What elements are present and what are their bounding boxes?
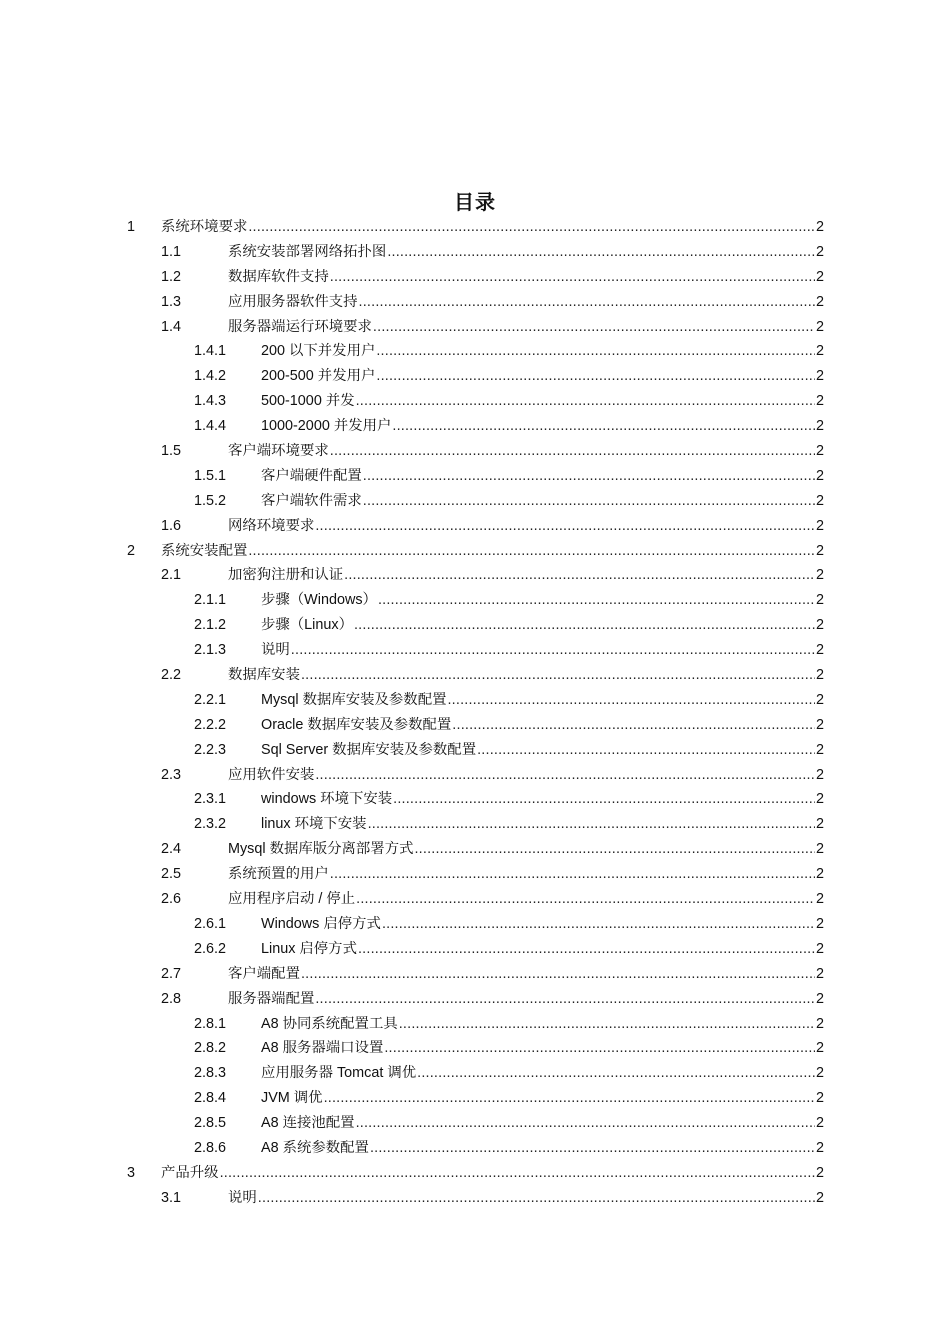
toc-entry[interactable] bbox=[127, 588, 824, 613]
toc-entry-page-number: 2 bbox=[815, 841, 824, 858]
toc-entry-title: A8 系统参数配置 bbox=[261, 1139, 369, 1156]
toc-entry-page-number: 2 bbox=[815, 219, 824, 235]
toc-entry-page-number: 2 bbox=[815, 617, 824, 634]
toc-entry-line bbox=[261, 1061, 824, 1086]
toc-entry[interactable] bbox=[127, 290, 824, 315]
dot-leader bbox=[356, 1111, 815, 1136]
toc-entry-title: 200 以下并发用户 bbox=[261, 343, 376, 360]
toc-entry-title: windows 环境下安装 bbox=[261, 791, 393, 808]
toc-entry[interactable] bbox=[127, 339, 824, 364]
toc-entry-line bbox=[228, 563, 824, 588]
dot-leader bbox=[354, 613, 815, 638]
toc-entry[interactable] bbox=[127, 613, 824, 638]
dot-leader bbox=[363, 489, 815, 514]
toc-entry-page-number: 2 bbox=[815, 667, 824, 684]
toc-entry-title: 服务器端配置 bbox=[228, 990, 315, 1007]
toc-entry-title: 客户端软件需求 bbox=[261, 492, 362, 509]
toc-entry-line bbox=[261, 638, 824, 663]
toc-entry-line bbox=[261, 613, 824, 638]
toc-entry-line bbox=[228, 315, 824, 340]
toc-entry-line bbox=[161, 1161, 824, 1186]
dot-leader bbox=[315, 987, 815, 1012]
toc-entry-number: 2.2.3 bbox=[194, 741, 227, 758]
toc-entry-line bbox=[261, 588, 824, 613]
toc-entry-title: Sql Server 数据库安装及参数配置 bbox=[261, 741, 477, 758]
dot-leader bbox=[315, 514, 815, 539]
toc-entry-title: A8 服务器端口设置 bbox=[261, 1040, 384, 1057]
toc-entry[interactable] bbox=[127, 1161, 824, 1186]
toc-entry-line bbox=[228, 240, 824, 265]
dot-leader bbox=[220, 1161, 815, 1186]
toc-entry-title: 应用软件安装 bbox=[228, 766, 315, 783]
toc-entry-title: 应用程序启动 / 停止 bbox=[228, 891, 356, 908]
toc-entry-page-number: 2 bbox=[815, 343, 824, 360]
toc-entry-title: 数据库安装 bbox=[228, 667, 300, 684]
toc-entry-line bbox=[228, 987, 824, 1012]
toc-entry-page-number: 2 bbox=[815, 741, 824, 758]
toc-entry[interactable] bbox=[127, 315, 824, 340]
toc-entry-title: 系统环境要求 bbox=[161, 219, 248, 235]
toc-entry-number: 1.6 bbox=[161, 517, 182, 534]
toc-entry-title: 系统安装配置 bbox=[161, 542, 248, 559]
dot-leader bbox=[344, 563, 815, 588]
toc-entry-number: 2.4 bbox=[161, 841, 182, 858]
toc-entry-line bbox=[228, 763, 824, 788]
toc-entry-page-number: 2 bbox=[815, 915, 824, 932]
toc-entry-title: 说明 bbox=[228, 1189, 257, 1206]
dot-leader bbox=[477, 738, 815, 763]
dot-leader bbox=[447, 688, 815, 713]
toc-entry-page-number: 2 bbox=[815, 990, 824, 1007]
toc-entry-line bbox=[261, 1036, 824, 1061]
toc-entry-line bbox=[228, 265, 824, 290]
toc-entry-title: JVM 调优 bbox=[261, 1090, 323, 1107]
toc-entry[interactable] bbox=[127, 937, 824, 962]
toc-entry-number: 2.8.1 bbox=[194, 1015, 227, 1032]
toc-entry[interactable] bbox=[127, 364, 824, 389]
toc-entry-line bbox=[261, 1111, 824, 1136]
dot-leader bbox=[330, 439, 815, 464]
toc-entry-number: 2.1.3 bbox=[194, 642, 227, 659]
toc-entry[interactable] bbox=[127, 1036, 824, 1061]
toc-entry-number: 2.3.1 bbox=[194, 791, 227, 808]
toc-entry-number: 1.5.2 bbox=[194, 492, 227, 509]
toc-entry-page-number: 2 bbox=[815, 1040, 824, 1057]
dot-leader bbox=[301, 962, 815, 987]
dot-leader bbox=[324, 1086, 815, 1111]
toc-entry-page-number: 2 bbox=[815, 816, 824, 833]
toc-entry-title: 1000-2000 并发用户 bbox=[261, 418, 392, 435]
toc-entry-page-number: 2 bbox=[815, 791, 824, 808]
toc-entry-line bbox=[261, 787, 824, 812]
toc-entry-title: 200-500 并发用户 bbox=[261, 368, 376, 385]
toc-entry-page-number: 2 bbox=[815, 691, 824, 708]
toc-entry-title: 步骤（Windows） bbox=[261, 592, 377, 609]
toc-entry-number: 2.2.1 bbox=[194, 691, 227, 708]
toc-entry[interactable] bbox=[127, 439, 824, 464]
toc-entry-page-number: 2 bbox=[815, 1115, 824, 1132]
toc-entry-line bbox=[261, 489, 824, 514]
toc-entry-line bbox=[261, 688, 824, 713]
dot-leader bbox=[387, 240, 815, 265]
toc-entry-page-number: 2 bbox=[815, 293, 824, 310]
dot-leader bbox=[399, 1012, 815, 1037]
toc-entry-line bbox=[261, 738, 824, 763]
toc-entry-line bbox=[228, 290, 824, 315]
toc-entry-page-number: 2 bbox=[815, 268, 824, 285]
toc-entry-title: 步骤（Linux） bbox=[261, 617, 353, 634]
toc-entry-number: 2.8.3 bbox=[194, 1065, 227, 1082]
toc-entry-page-number: 2 bbox=[815, 891, 824, 908]
dot-leader bbox=[393, 787, 815, 812]
toc-entry-number: 2.8.2 bbox=[194, 1040, 227, 1057]
toc-entry[interactable] bbox=[127, 265, 824, 290]
toc-entry-number: 1.5.1 bbox=[194, 467, 227, 484]
toc-entry-title: Mysql 数据库安装及参数配置 bbox=[261, 691, 447, 708]
toc-entry[interactable] bbox=[127, 812, 824, 837]
toc-entry-line bbox=[261, 389, 824, 414]
toc-entry[interactable] bbox=[127, 763, 824, 788]
toc-entry[interactable] bbox=[127, 414, 824, 439]
toc-entry-title: linux 环境下安装 bbox=[261, 816, 367, 833]
toc-entry-line bbox=[228, 439, 824, 464]
toc-entry-page-number: 2 bbox=[815, 716, 824, 733]
toc-entry[interactable] bbox=[127, 464, 824, 489]
toc-entry-page-number: 2 bbox=[815, 1015, 824, 1032]
toc-entry-page-number: 2 bbox=[815, 866, 824, 883]
toc-entry-line bbox=[261, 812, 824, 837]
toc-entry-number: 2.8.5 bbox=[194, 1115, 227, 1132]
dot-leader bbox=[384, 1036, 815, 1061]
toc-entry-number: 2.6.1 bbox=[194, 915, 227, 932]
dot-leader bbox=[414, 837, 815, 862]
toc-entry-page-number: 2 bbox=[815, 517, 824, 534]
toc-entry-number: 1 bbox=[127, 219, 136, 235]
toc-entry-number: 2.1.2 bbox=[194, 617, 227, 634]
toc-entry-number: 2.3 bbox=[161, 766, 182, 783]
toc-entry-line bbox=[228, 1186, 824, 1211]
toc-entry-line bbox=[228, 663, 824, 688]
toc-entry-title: 客户端配置 bbox=[228, 965, 300, 982]
toc-entry-page-number: 2 bbox=[815, 1139, 824, 1156]
toc-entry-page-number: 2 bbox=[815, 965, 824, 982]
table-of-contents bbox=[127, 215, 824, 1211]
toc-entry-number: 2.2.2 bbox=[194, 716, 227, 733]
toc-entry-title: 产品升级 bbox=[161, 1164, 219, 1181]
dot-leader bbox=[368, 812, 815, 837]
dot-leader bbox=[356, 887, 815, 912]
toc-entry[interactable] bbox=[127, 962, 824, 987]
toc-entry-number: 1.4.1 bbox=[194, 343, 227, 360]
toc-entry-number: 1.3 bbox=[161, 293, 182, 310]
toc-entry-page-number: 2 bbox=[815, 418, 824, 435]
toc-entry-page-number: 2 bbox=[815, 443, 824, 460]
toc-entry[interactable] bbox=[127, 713, 824, 738]
toc-entry-title: 服务器端运行环境要求 bbox=[228, 318, 372, 335]
toc-title: 目录 bbox=[454, 192, 496, 214]
toc-entry-title: 系统预置的用户 bbox=[228, 866, 329, 883]
toc-entry-line bbox=[261, 1012, 824, 1037]
toc-entry-line bbox=[261, 1136, 824, 1161]
dot-leader bbox=[370, 1136, 815, 1161]
toc-entry-title: A8 连接池配置 bbox=[261, 1115, 355, 1132]
toc-entry-line bbox=[261, 364, 824, 389]
toc-entry-title: Mysql 数据库版分离部署方式 bbox=[228, 841, 414, 858]
dot-leader bbox=[382, 912, 815, 937]
toc-entry-line bbox=[261, 937, 824, 962]
toc-entry-number: 2.8.4 bbox=[194, 1090, 227, 1107]
toc-entry-title: Windows 启停方式 bbox=[261, 915, 381, 932]
toc-entry-line bbox=[261, 1086, 824, 1111]
toc-entry[interactable] bbox=[127, 987, 824, 1012]
toc-entry-number: 3 bbox=[127, 1164, 136, 1181]
toc-entry-line bbox=[261, 464, 824, 489]
toc-entry-number: 1.5 bbox=[161, 443, 182, 460]
toc-entry[interactable] bbox=[127, 563, 824, 588]
dot-leader bbox=[258, 1186, 815, 1211]
toc-entry-line bbox=[228, 862, 824, 887]
toc-entry-title: 系统安装部署网络拓扑图 bbox=[228, 243, 387, 260]
toc-entry-title: 客户端硬件配置 bbox=[261, 467, 362, 484]
toc-entry[interactable] bbox=[127, 1086, 824, 1111]
dot-leader bbox=[359, 290, 815, 315]
toc-entry[interactable] bbox=[127, 912, 824, 937]
dot-leader bbox=[248, 215, 815, 240]
toc-entry[interactable] bbox=[127, 1012, 824, 1037]
toc-entry-page-number: 2 bbox=[815, 642, 824, 659]
toc-entry-title: 说明 bbox=[261, 642, 290, 659]
toc-entry[interactable] bbox=[127, 1061, 824, 1086]
toc-entry-number: 1.2 bbox=[161, 268, 182, 285]
toc-entry-page-number: 2 bbox=[815, 243, 824, 260]
toc-entry-number: 1.4.2 bbox=[194, 368, 227, 385]
toc-entry-title: 数据库软件支持 bbox=[228, 268, 329, 285]
toc-entry-number: 1.4.4 bbox=[194, 418, 227, 435]
toc-entry-title: 网络环境要求 bbox=[228, 517, 315, 534]
toc-entry-line bbox=[228, 887, 824, 912]
toc-entry[interactable] bbox=[127, 389, 824, 414]
toc-entry[interactable] bbox=[127, 787, 824, 812]
toc-entry-number: 2.8.6 bbox=[194, 1139, 227, 1156]
toc-entry-number: 2.5 bbox=[161, 866, 182, 883]
dot-leader bbox=[417, 1061, 815, 1086]
toc-entry[interactable] bbox=[127, 1136, 824, 1161]
toc-entry[interactable] bbox=[127, 663, 824, 688]
toc-entry[interactable] bbox=[127, 539, 824, 564]
toc-entry[interactable] bbox=[127, 638, 824, 663]
toc-entry[interactable] bbox=[127, 489, 824, 514]
toc-entry-page-number: 2 bbox=[815, 542, 824, 559]
toc-entry-page-number: 2 bbox=[815, 1189, 824, 1206]
toc-entry-number: 3.1 bbox=[161, 1189, 182, 1206]
toc-entry-title: 加密狗注册和认证 bbox=[228, 567, 344, 584]
toc-entry-line bbox=[261, 339, 824, 364]
toc-entry-page-number: 2 bbox=[815, 766, 824, 783]
toc-entry-line bbox=[161, 215, 824, 240]
toc-entry-page-number: 2 bbox=[815, 467, 824, 484]
dot-leader bbox=[358, 937, 815, 962]
toc-entry-page-number: 2 bbox=[815, 393, 824, 410]
toc-entry-number: 2.8 bbox=[161, 990, 182, 1007]
dot-leader bbox=[330, 265, 815, 290]
toc-entry-page-number: 2 bbox=[815, 592, 824, 609]
toc-entry-title: 应用服务器软件支持 bbox=[228, 293, 358, 310]
toc-entry-line bbox=[261, 713, 824, 738]
dot-leader bbox=[315, 763, 815, 788]
toc-entry-line bbox=[261, 414, 824, 439]
dot-leader bbox=[378, 588, 815, 613]
dot-leader bbox=[248, 539, 815, 564]
dot-leader bbox=[373, 315, 815, 340]
toc-entry-page-number: 2 bbox=[815, 1090, 824, 1107]
toc-entry-title: 500-1000 并发 bbox=[261, 393, 355, 410]
toc-entry-page-number: 2 bbox=[815, 940, 824, 957]
toc-entry[interactable] bbox=[127, 215, 824, 240]
dot-leader bbox=[363, 464, 815, 489]
toc-entry-number: 2.3.2 bbox=[194, 816, 227, 833]
toc-entry-number: 1.1 bbox=[161, 243, 182, 260]
toc-entry[interactable] bbox=[127, 1186, 824, 1211]
dot-leader bbox=[356, 389, 815, 414]
toc-entry-page-number: 2 bbox=[815, 567, 824, 584]
toc-entry[interactable] bbox=[127, 837, 824, 862]
toc-entry[interactable] bbox=[127, 887, 824, 912]
toc-entry[interactable] bbox=[127, 688, 824, 713]
toc-entry-line bbox=[228, 837, 824, 862]
toc-entry[interactable] bbox=[127, 1111, 824, 1136]
toc-entry-number: 1.4 bbox=[161, 318, 182, 335]
toc-entry-number: 2.1.1 bbox=[194, 592, 227, 609]
toc-entry-number: 2.6 bbox=[161, 891, 182, 908]
toc-entry-page-number: 2 bbox=[815, 368, 824, 385]
dot-leader bbox=[330, 862, 815, 887]
toc-entry-title: Oracle 数据库安装及参数配置 bbox=[261, 716, 452, 733]
toc-entry-page-number: 2 bbox=[815, 492, 824, 509]
toc-entry-title: 客户端环境要求 bbox=[228, 443, 329, 460]
toc-entry-line bbox=[261, 912, 824, 937]
toc-entry-title: 应用服务器 Tomcat 调优 bbox=[261, 1065, 417, 1082]
toc-entry-line bbox=[228, 962, 824, 987]
toc-entry[interactable] bbox=[127, 738, 824, 763]
toc-entry-page-number: 2 bbox=[815, 318, 824, 335]
toc-entry-title: Linux 启停方式 bbox=[261, 940, 357, 957]
toc-entry-number: 2.7 bbox=[161, 965, 182, 982]
toc-entry-number: 1.4.3 bbox=[194, 393, 227, 410]
dot-leader bbox=[291, 638, 815, 663]
toc-entry[interactable] bbox=[127, 240, 824, 265]
dot-leader bbox=[392, 414, 815, 439]
toc-entry-number: 2.6.2 bbox=[194, 940, 227, 957]
toc-entry-page-number: 2 bbox=[815, 1065, 824, 1082]
dot-leader bbox=[301, 663, 815, 688]
toc-entry-line bbox=[161, 539, 824, 564]
dot-leader bbox=[376, 364, 815, 389]
toc-entry-line bbox=[228, 514, 824, 539]
toc-entry[interactable] bbox=[127, 862, 824, 887]
dot-leader bbox=[376, 339, 815, 364]
toc-entry-number: 2.2 bbox=[161, 667, 182, 684]
toc-entry-page-number: 2 bbox=[815, 1164, 824, 1181]
toc-entry[interactable] bbox=[127, 514, 824, 539]
toc-entry-number: 2.1 bbox=[161, 567, 182, 584]
toc-entry-title: A8 协同系统配置工具 bbox=[261, 1015, 398, 1032]
toc-entry-number: 2 bbox=[127, 542, 136, 559]
dot-leader bbox=[452, 713, 815, 738]
